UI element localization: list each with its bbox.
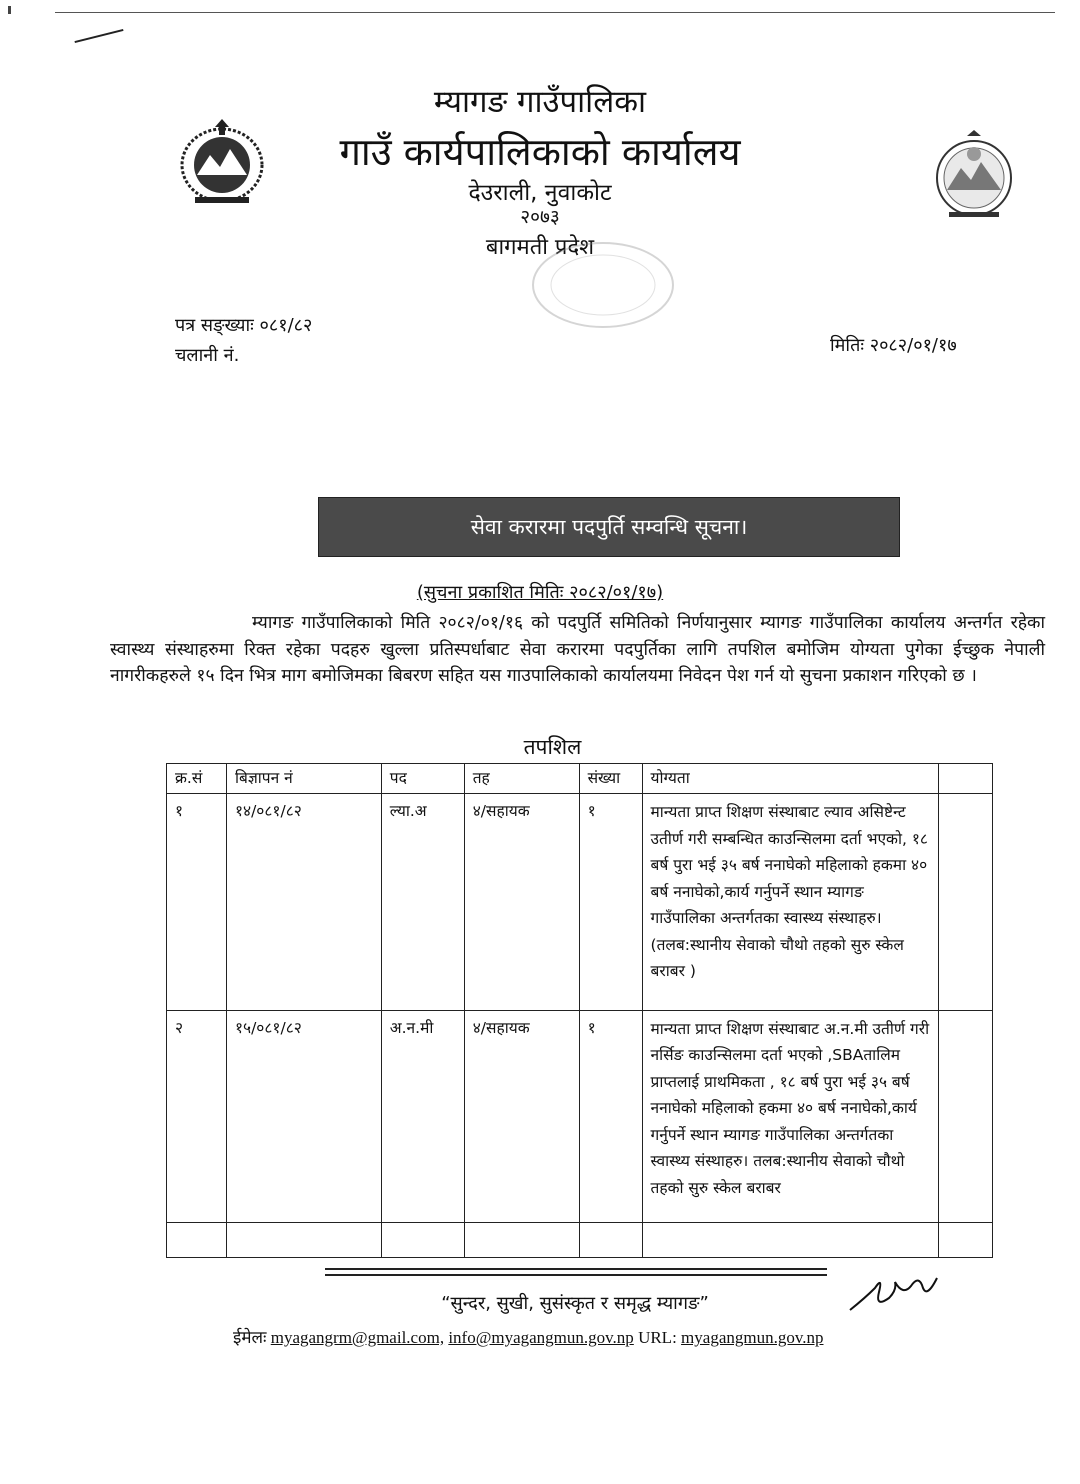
notice-title: सेवा करारमा पदपुर्ति सम्वन्धि सूचना। (470, 515, 748, 539)
vacancy-table (166, 763, 993, 1258)
cell-count: १ (579, 794, 642, 1011)
header-count: संख्या (579, 764, 642, 794)
notice-body: म्यागङ गाउँपालिकाको मिति २०८२/०१/१६ को पदपुर्ति समितिको निर्णयानुसार म्यागङ गाउँपालिका कार्यालय अन्तर्गत रहेका स्वास्थ्य संस्थाहरुमा रिक्त रहेका पदहरु खुल्ला प्रतिस्पर्धाबाट सेवा करारमा पदपुर्तिका लागि तपशिल बमोजिम योग्यता पुगेका ईच्छुक नेपाली नागरीकहरुले १५ दिन भित्र माग बमोजिमका बिबरण सहित यस गाउपालिकाको कार्यालयमा निवेदन पेश गर्न यो सुचना प्रकाशन गरिएको छ । (110, 613, 1045, 686)
dispatch-number: चलानी नं. (175, 345, 240, 366)
email-link-primary[interactable]: myagangrm@gmail.com, (270, 1328, 445, 1347)
pen-stroke (75, 29, 124, 43)
table-title: तपशिल (523, 735, 582, 759)
letter-reference-number: पत्र सङ्ख्याः ०८१/८२ (175, 315, 313, 336)
header-level: तह (464, 764, 579, 794)
cell-qualification: मान्यता प्राप्त शिक्षण संस्थाबाट अ.न.मी उतीर्ण गरी नर्सिङ काउन्सिलमा दर्ता भएको ,SBAतालिम प्राप्तलाई प्राथमिकता , १८ बर्ष पुरा भई ३५ बर्ष ननाघेको महिलाको हकमा ४० बर्ष ननाघेको,कार्य गर्नुपर्ने स्थान म्यागङ गाउँपालिका अन्तर्गतका स्वास्थ्य संस्थाहरु। तलब:स्थानीय सेवाको चौथो तहको सुरु स्केल बराबर (642, 1010, 939, 1222)
url-label: URL: (638, 1328, 677, 1347)
province-name: बागमती प्रदेश (485, 235, 595, 260)
table-row-empty (167, 1222, 993, 1257)
cell-empty (939, 1010, 993, 1222)
office-stamp (528, 240, 678, 330)
municipality-name: म्यागङ गाउँपालिका (433, 84, 647, 120)
cell-qualification: मान्यता प्राप्त शिक्षण संस्थाबाट ल्याव असिष्टेन्ट उतीर्ण गरी सम्बन्धित काउन्सिलमा दर्ता भएको, १८ बर्ष पुरा भई ३५ बर्ष ननाघेको महिलाको हकमा ४० बर्ष ननाघेको,कार्य गर्नुपर्ने स्थान म्यागङ गाउँपालिका अन्तर्गतका स्वास्थ्य संस्थाहरु। (तलब:स्थानीय सेवाको चौथो तहको सुरु स्केल बराबर ) (642, 794, 939, 1011)
cell-post: ल्या.अ (381, 794, 464, 1011)
header-empty (939, 764, 993, 794)
cell-count: १ (579, 1010, 642, 1222)
cell-ad-number: १५/०८१/८२ (226, 1010, 381, 1222)
header-qualification: योग्यता (642, 764, 939, 794)
footer-divider (325, 1268, 827, 1276)
cell-sn: २ (167, 1010, 227, 1222)
office-address: देउराली, नुवाकोट (468, 180, 612, 206)
cell-post: अ.न.मी (381, 1010, 464, 1222)
top-border-line (55, 12, 1055, 13)
email-link-secondary[interactable]: info@myagangmun.gov.np (448, 1328, 634, 1347)
header-sn: क्र.सं (167, 764, 227, 794)
municipality-slogan: “सुन्दर, सुखी, सुसंस्कृत र समृद्ध म्यागङ” (441, 1293, 709, 1314)
letter-date: मितिः २०८२/०१/१७ (830, 335, 957, 356)
contact-line (233, 1325, 823, 1348)
cell-sn: १ (167, 794, 227, 1011)
published-date: (सुचना प्रकाशित मितिः २०८२/०१/१७) (416, 582, 664, 603)
cell-ad-number: १४/०८१/८२ (226, 794, 381, 1011)
cell-level: ४/सहायक (464, 1010, 579, 1222)
table-header-row (167, 764, 993, 794)
cell-empty (939, 794, 993, 1011)
header-post: पद (381, 764, 464, 794)
cell-level: ४/सहायक (464, 794, 579, 1011)
website-link[interactable]: myagangmun.gov.np (681, 1328, 824, 1347)
email-label: ईमेलः (233, 1328, 267, 1347)
table-row (167, 794, 993, 1011)
office-title: गाउँ कार्यपालिकाको कार्यालय (339, 130, 741, 174)
corner-mark (8, 6, 11, 14)
table-row (167, 1010, 993, 1222)
established-year: २०७३ (520, 206, 560, 228)
notice-title-banner (318, 497, 900, 557)
header-ad-number: बिज्ञापन नं (226, 764, 381, 794)
